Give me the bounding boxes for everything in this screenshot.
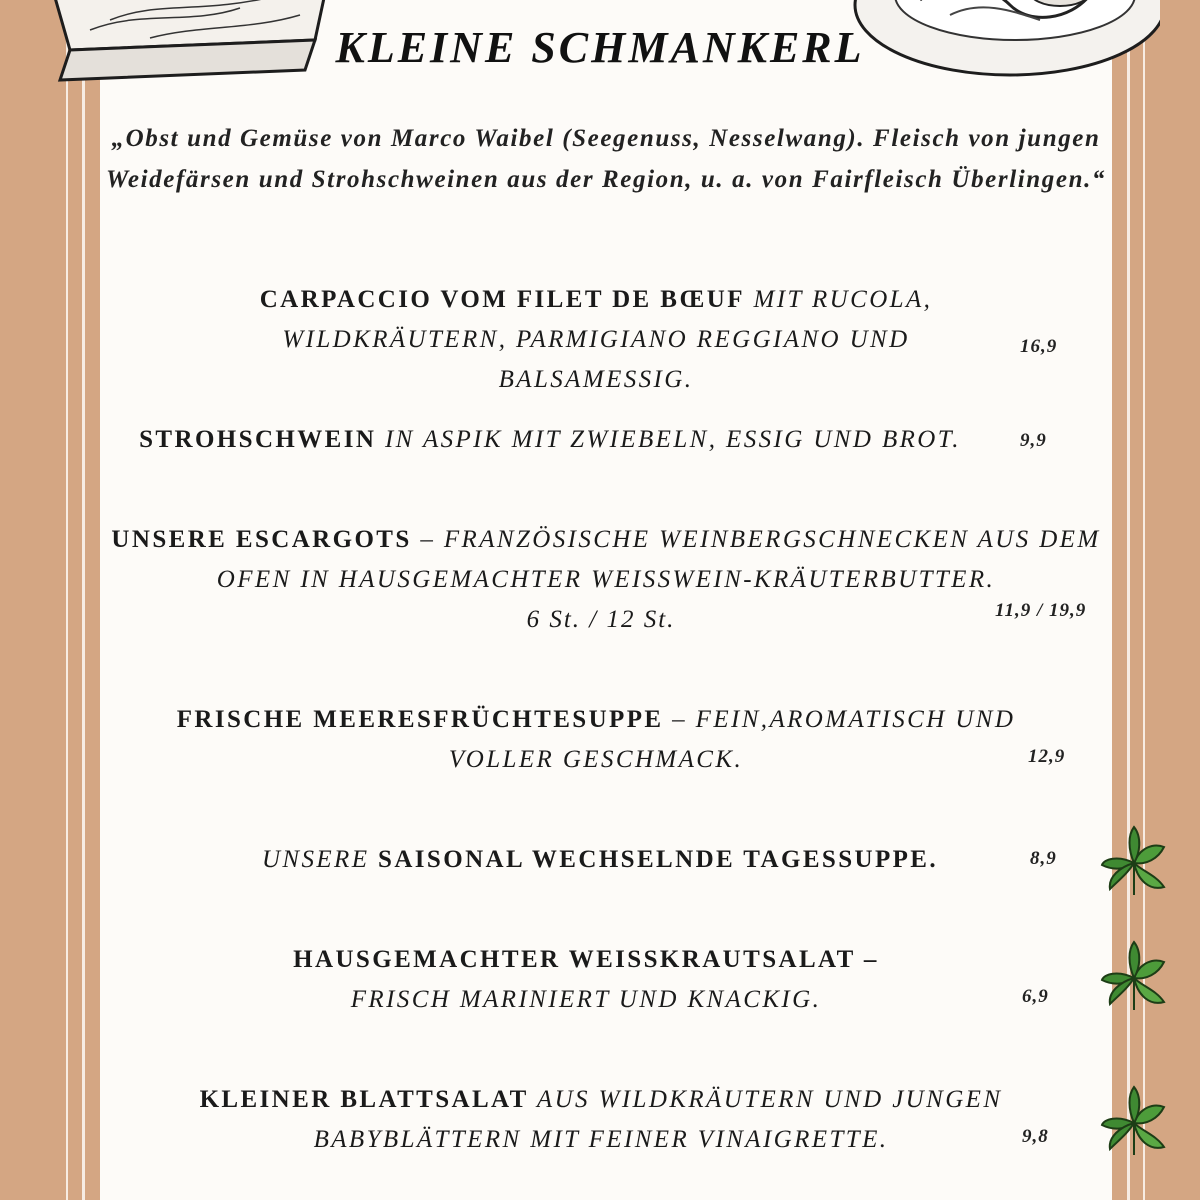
frame-stripe-left <box>66 0 68 1200</box>
frame-stripe-left-inner <box>82 0 85 1200</box>
dish-name: SAISONAL WECHSELNDE TAGESSUPPE. <box>378 846 939 873</box>
dish-lead: UNSERE <box>261 846 379 873</box>
sourcing-note: „Obst und Gemüse von Marco Waibel (Seegenuss, Nesselwang). Fleisch von jungen Weidefärsen und Strohschweinen aus der Region, u. a. von Fairfleisch Überlingen.“ <box>105 125 1107 193</box>
dish-name: UNSERE ESCARGOTS <box>111 526 412 553</box>
dish-price: 6,9 <box>1022 986 1049 1007</box>
dish-weisskrautsalat <box>100 940 1112 1020</box>
basil-leaf-icon <box>1098 1085 1170 1157</box>
dish-escargots <box>100 520 1112 640</box>
dish-price: 8,9 <box>1030 848 1057 869</box>
frame-stripe-right-inner <box>1127 0 1130 1200</box>
dish-name: FRISCHE MEERESFRÜCHTESUPPE <box>176 706 664 733</box>
dish-price: 11,9 / 19,9 <box>995 600 1087 621</box>
dish-meeresfruechtesuppe <box>100 700 1112 780</box>
dish-price: 9,9 <box>1020 430 1047 451</box>
dish-description: MIT RUCOLA, WILDKRÄUTERN, PARMIGIANO REGGIANO UND BALSAMESSIG. <box>282 286 933 393</box>
dish-carpaccio <box>100 280 1112 400</box>
section-title: KLEINE SCHMANKERL <box>335 23 865 72</box>
dish-name: HAUSGEMACHTER WEISSKRAUTSALAT – <box>293 946 879 973</box>
dish-description: AUS WILDKRÄUTERN UND JUNGEN BABYBLÄTTERN MIT FEINER VINAIGRETTE. <box>313 1086 1003 1153</box>
dish-price: 12,9 <box>1028 746 1066 767</box>
dish-name: STROHSCHWEIN <box>139 426 377 453</box>
dish-description: IN ASPIK MIT ZWIEBELN, ESSIG UND BROT. <box>376 426 961 453</box>
basil-leaf-icon <box>1098 825 1170 897</box>
frame-stripe-right <box>1143 0 1145 1200</box>
dish-description: FRISCH MARINIERT UND KNACKIG. <box>350 986 822 1013</box>
dish-name: KLEINER BLATTSALAT <box>199 1086 529 1113</box>
dish-price: 9,8 <box>1022 1126 1049 1147</box>
dish-price: 16,9 <box>1020 336 1058 357</box>
dish-portion-sizes: 6 St. / 12 St. <box>526 606 676 633</box>
dish-strohschwein <box>100 420 1000 460</box>
basil-leaf-icon <box>1098 940 1170 1012</box>
dish-name: CARPACCIO VOM FILET DE BŒUF <box>259 286 745 313</box>
dish-blattsalat <box>100 1080 1112 1160</box>
dish-description: – FRANZÖSISCHE WEINBERGSCHNECKEN AUS DEM OFEN IN HAUSGEMACHTER WEISSWEIN-KRÄUTERBUTTER. <box>216 526 1101 593</box>
dish-tagessuppe <box>140 840 1060 880</box>
dish-description: – FEIN,AROMATISCH UND VOLLER GESCHMACK. <box>448 706 1016 773</box>
